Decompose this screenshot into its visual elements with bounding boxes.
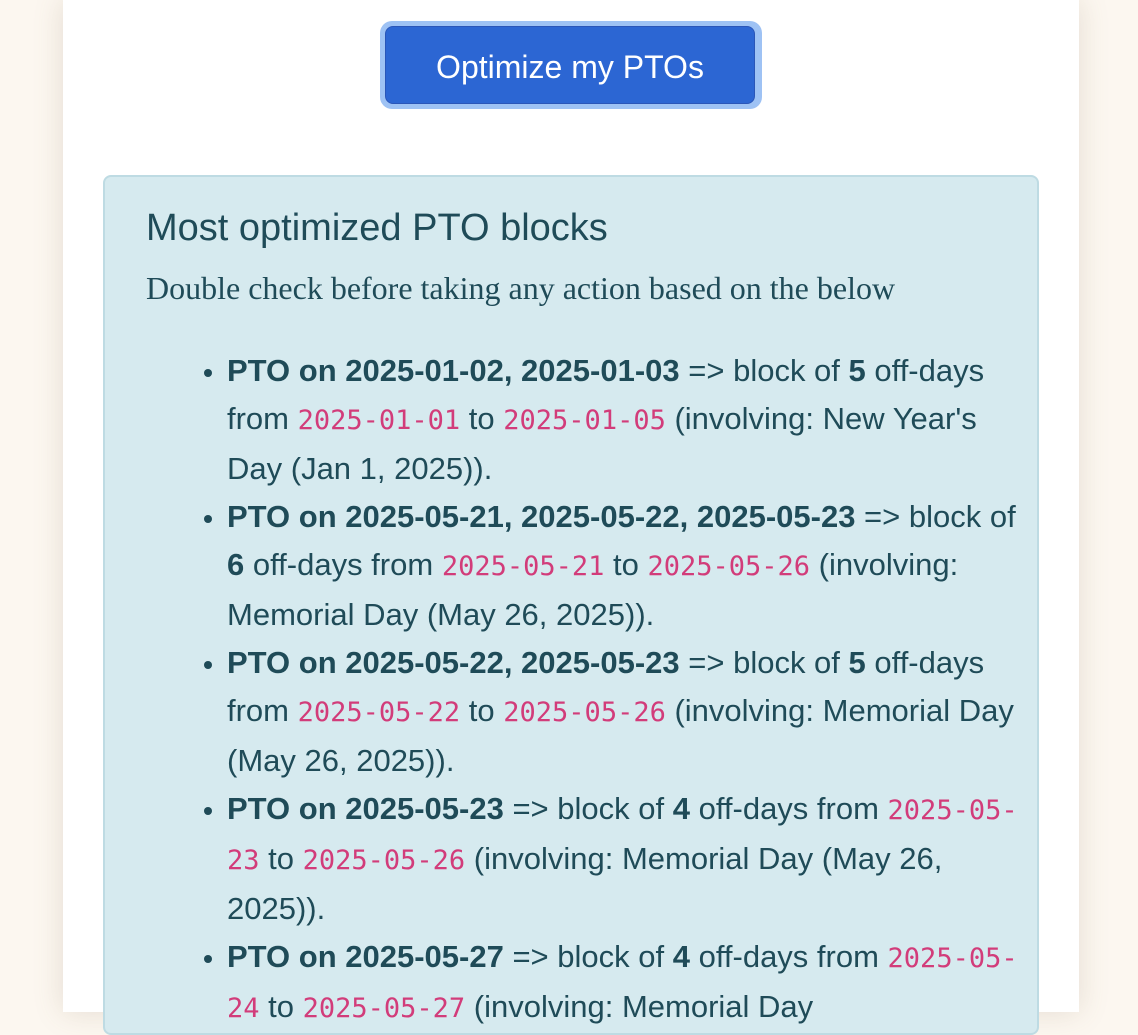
from-text: off-days from — [227, 645, 985, 728]
pto-block-item — [227, 493, 1027, 639]
pto-dates: PTO on 2025-05-23 — [227, 791, 504, 826]
involving-holiday: (involving: Memorial Day (May 26, 2025)). — [227, 693, 1014, 778]
to-text: to — [460, 401, 504, 436]
pto-block-item — [227, 933, 1027, 1033]
off-days-count: 5 — [848, 353, 866, 388]
to-text: to — [460, 693, 504, 728]
results-panel — [103, 175, 1039, 1035]
involving-holiday: (involving: Memorial Day (May 26, 2025)). — [227, 547, 959, 632]
block-end-date: 2025-05-27 — [302, 993, 466, 1024]
block-start-date: 2025-05-23 — [227, 795, 1018, 876]
results-heading: Most optimized PTO blocks — [146, 207, 608, 249]
from-text: off-days from — [244, 547, 442, 582]
block-prefix: => block of — [503, 791, 673, 826]
involving-holiday: (involving: Memorial Day — [465, 989, 814, 1024]
optimize-button[interactable]: Optimize my PTOs — [385, 26, 755, 104]
pto-dates: PTO on 2025-05-27 — [227, 939, 504, 974]
block-start-date: 2025-01-01 — [297, 405, 461, 436]
pto-block-item — [227, 347, 1027, 493]
results-disclaimer: Double check before taking any action based on the below — [146, 270, 896, 306]
block-end-date: 2025-05-26 — [302, 845, 466, 876]
to-text: to — [259, 989, 303, 1024]
block-prefix: => block of — [679, 353, 849, 388]
pto-block-item — [227, 639, 1027, 785]
block-end-date: 2025-05-26 — [503, 697, 666, 728]
off-days-count: 4 — [672, 939, 690, 974]
pto-dates: PTO on 2025-01-02, 2025-01-03 — [227, 353, 680, 388]
from-text: off-days from — [689, 791, 888, 826]
block-prefix: => block of — [679, 645, 849, 680]
optimize-button-focus-ring — [380, 21, 762, 109]
off-days-count: 5 — [848, 645, 866, 680]
block-end-date: 2025-05-26 — [647, 551, 811, 582]
block-start-date: 2025-05-21 — [441, 551, 605, 582]
to-text: to — [259, 841, 303, 876]
pto-dates: PTO on 2025-05-21, 2025-05-22, 2025-05-23 — [227, 499, 856, 534]
block-prefix: => block of — [503, 939, 673, 974]
block-prefix: => block of — [855, 499, 1016, 534]
pto-block-item — [227, 785, 1027, 933]
to-text: to — [604, 547, 648, 582]
block-start-date: 2025-05-22 — [297, 697, 461, 728]
off-days-count: 6 — [227, 547, 245, 582]
off-days-count: 4 — [672, 791, 690, 826]
block-end-date: 2025-01-05 — [503, 405, 666, 436]
block-start-date: 2025-05-24 — [227, 943, 1018, 1024]
pto-block-list — [186, 347, 1027, 1033]
from-text: off-days from — [227, 353, 985, 436]
from-text: off-days from — [689, 939, 888, 974]
involving-holiday: (involving: Memorial Day (May 26, 2025)). — [227, 841, 943, 926]
involving-holiday: (involving: New Year's Day (Jan 1, 2025)). — [227, 401, 977, 486]
pto-dates: PTO on 2025-05-22, 2025-05-23 — [227, 645, 680, 680]
